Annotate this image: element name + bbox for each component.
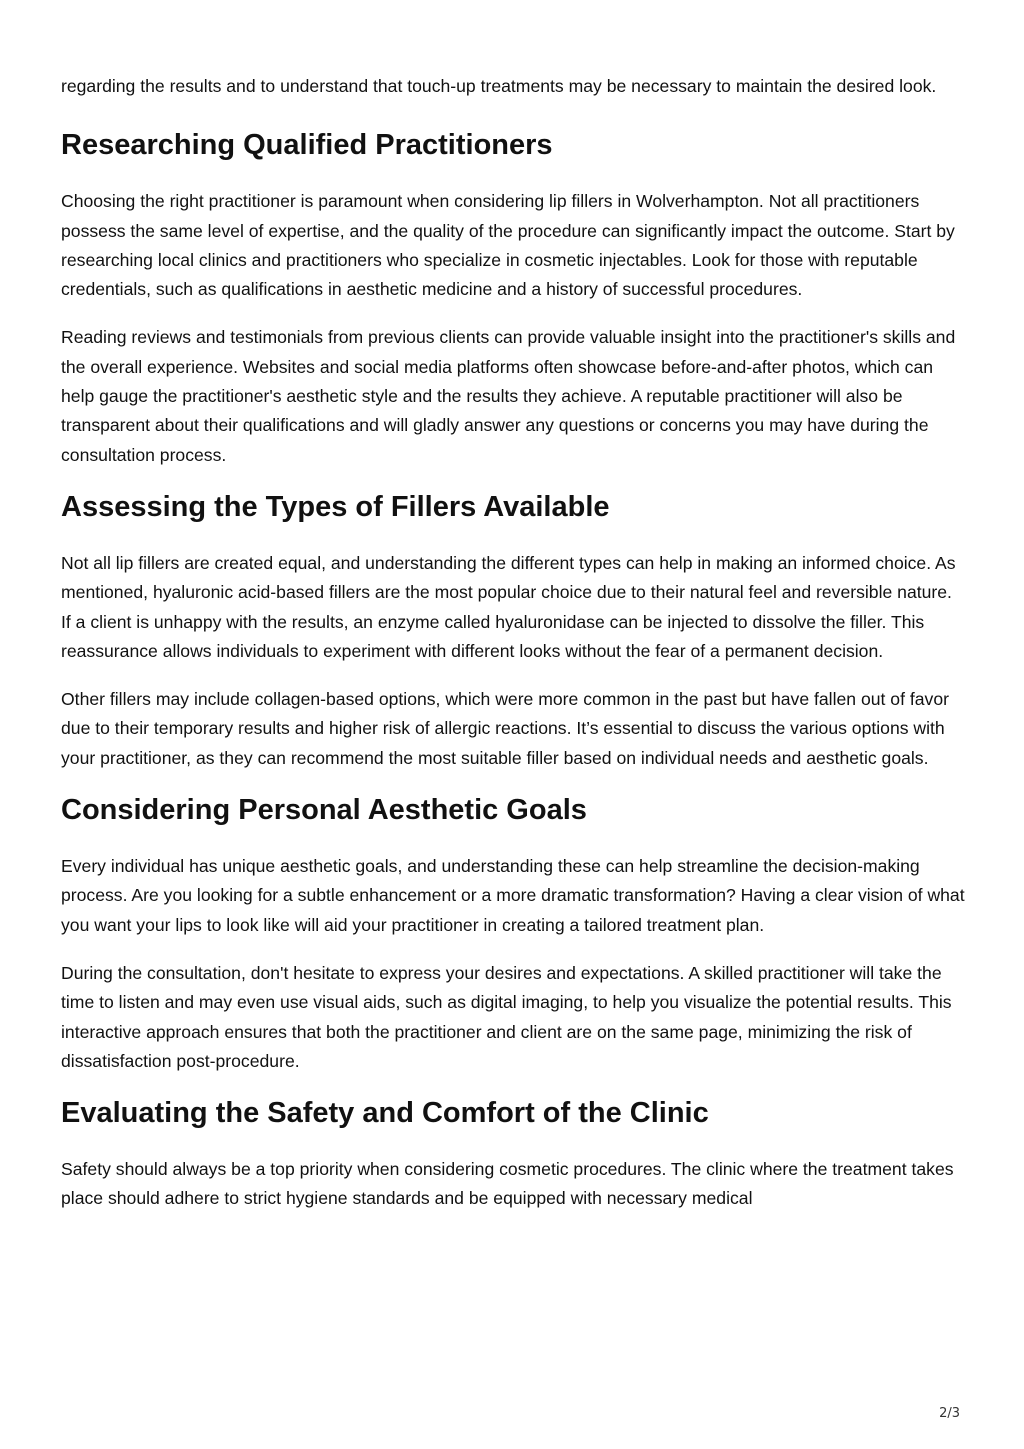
intro-paragraph: regarding the results and to understand that touch-up treatments may be necessary to maintain the desired look. xyxy=(61,76,937,96)
section-types-of-fillers xyxy=(61,489,966,773)
paragraph: Safety should always be a top priority when considering cosmetic procedures. The clinic where the treatment takes place should adhere to strict hygiene standards and be equipped with necessary medical xyxy=(61,1159,954,1209)
section-safety-comfort xyxy=(61,1095,966,1214)
section-researching-practitioners xyxy=(61,127,966,470)
section-aesthetic-goals xyxy=(61,792,966,1076)
paragraph: During the consultation, don't hesitate to express your desires and expectations. A skilled practitioner will take the time to listen and may even use visual aids, such as digital imaging, to help you visualize the potential results. This interactive approach ensures that both the practitioner and client are on the same page, minimizing the risk of dissatisfaction post-procedure. xyxy=(61,962,952,1071)
section-heading: Assessing the Types of Fillers Available xyxy=(61,490,610,523)
paragraph: Reading reviews and testimonials from previous clients can provide valuable insight into the practitioner's skills and the overall experience. Websites and social media platforms often showcase before-and-after photos, which can help gauge the practitioner's aesthetic style and the results they achieve. A reputable practitioner will also be transparent about their qualifications and will gladly answer any questions or concerns you may have during the consultation process. xyxy=(61,327,956,465)
section-heading: Considering Personal Aesthetic Goals xyxy=(61,794,587,827)
section-heading: Researching Qualified Practitioners xyxy=(61,129,553,162)
section-heading: Evaluating the Safety and Comfort of the Clinic xyxy=(61,1097,709,1130)
paragraph: Choosing the right practitioner is paramount when considering lip fillers in Wolverhampton. Not all practitioners possess the same level of expertise, and the quality of the procedure can significantly impact the outcome. Start by researching local clinics and practitioners who specialize in cosmetic injectables. Look for those with reputable credentials, such as qualifications in aesthetic medicine and a history of successful procedures. xyxy=(61,191,955,300)
document-page xyxy=(61,72,966,1233)
paragraph: Other fillers may include collagen-based options, which were more common in the past but have fallen out of favor due to their temporary results and higher risk of allergic reactions. It’s essential to discuss the various options with your practitioner, as they can recommend the most suitable filler based on individual needs and aesthetic goals. xyxy=(61,689,949,768)
page-number: 2/3 xyxy=(939,1406,960,1421)
paragraph: Not all lip fillers are created equal, and understanding the different types can help in making an informed choice. As mentioned, hyaluronic acid-based fillers are the most popular choice due to their natural feel and reversible nature. If a client is unhappy with the results, an enzyme called hyaluronidase can be injected to dissolve the filler. This reassurance allows individuals to experiment with different looks without the fear of a permanent decision. xyxy=(61,552,956,661)
paragraph: Every individual has unique aesthetic goals, and understanding these can help streamline the decision-making process. Are you looking for a subtle enhancement or a more dramatic transformation? Having a clear vision of what you want your lips to look like will aid your practitioner in creating a tailored treatment plan. xyxy=(61,856,965,935)
